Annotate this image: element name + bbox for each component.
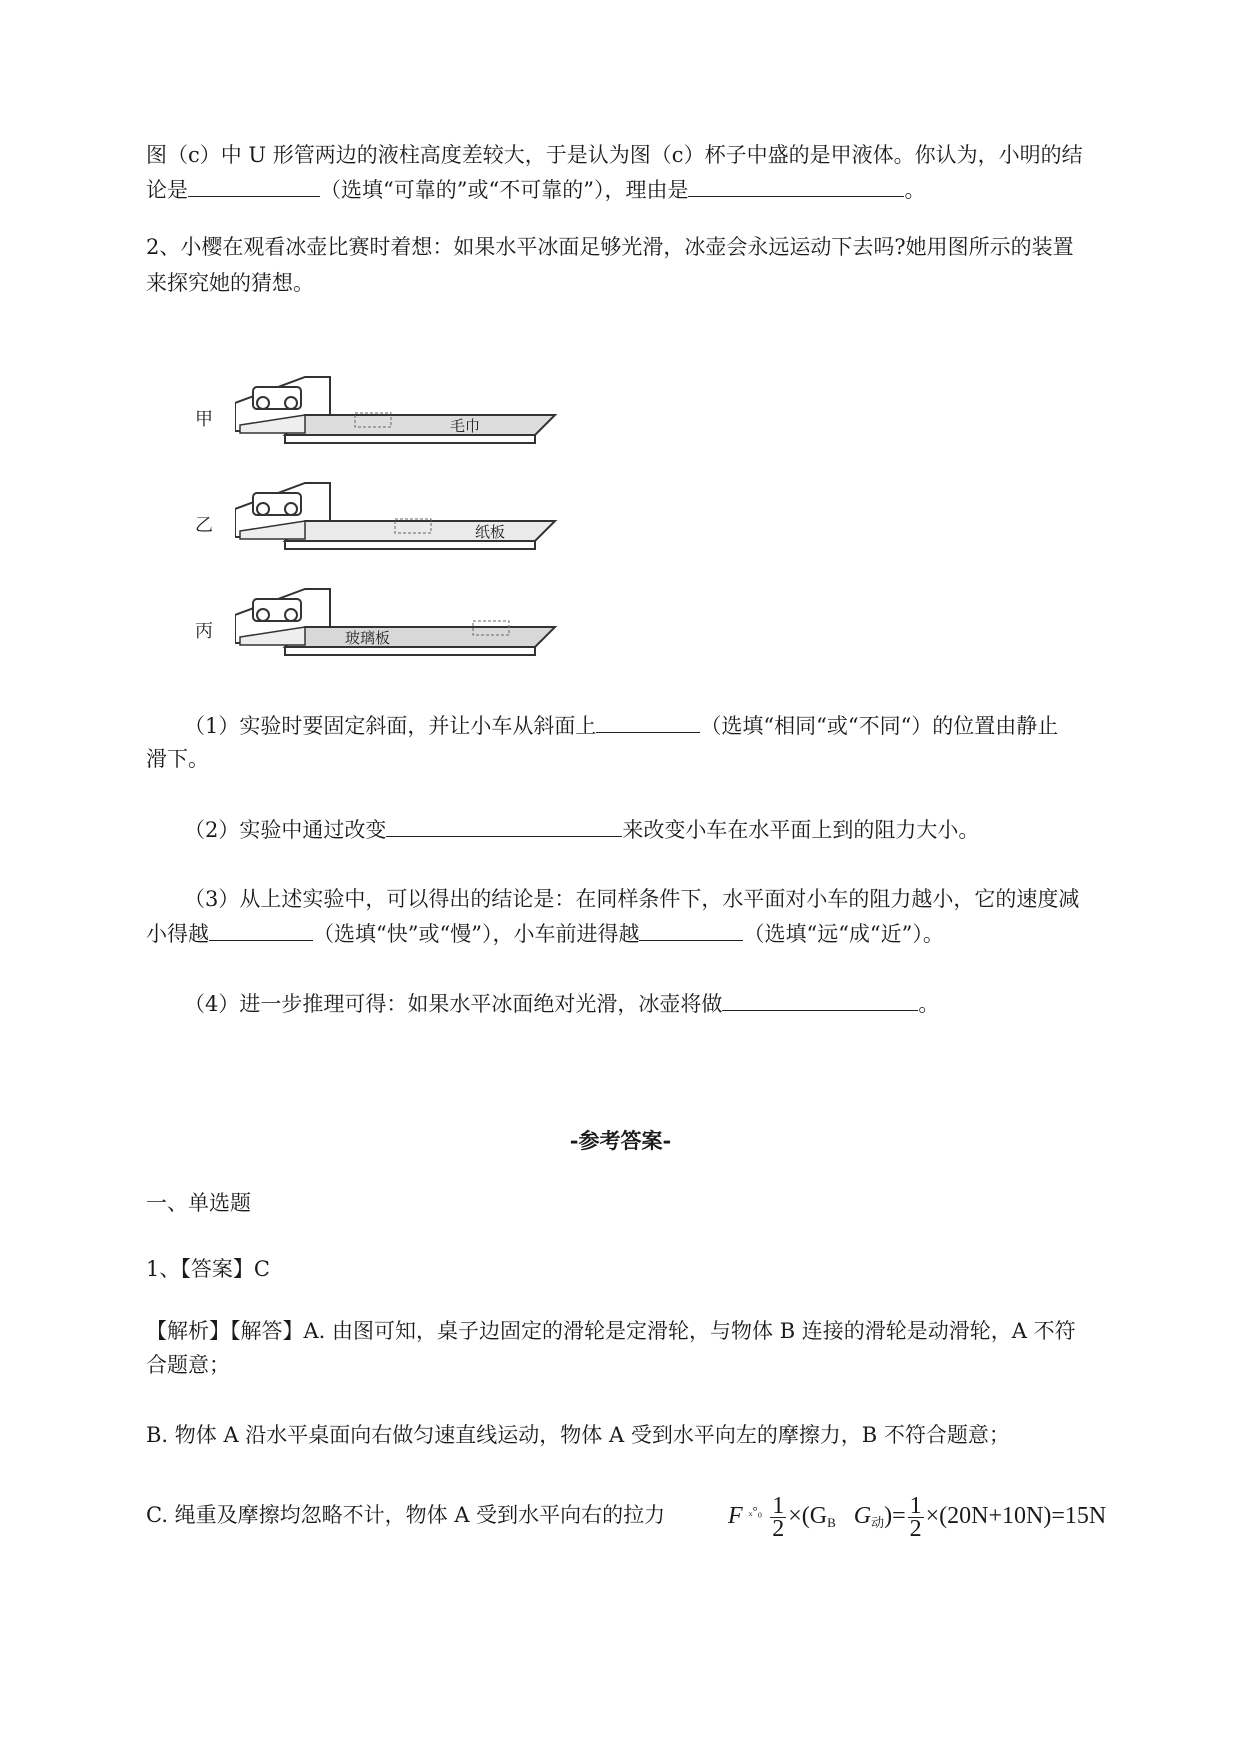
text-fragment: （选填“远“成“近”）。 <box>743 922 944 946</box>
question-text-line <box>146 174 925 205</box>
sub-question-3-cont <box>146 918 944 949</box>
sub-question-4 <box>184 988 939 1019</box>
figure-row-bing <box>195 587 575 693</box>
answer-blank[interactable] <box>188 174 320 197</box>
formula-symbol: (G <box>801 1503 828 1530</box>
answer-blank[interactable] <box>386 814 622 837</box>
sub-question-3: （3）从上述实验中，可以得出的结论是：在同样条件下，水平面对小车的阻力越小，它的速度减 <box>184 887 1080 911</box>
text-fragment: （选填“可靠的”或“不可靠的”），理由是 <box>320 178 689 202</box>
analysis-text: 【解析】【解答】A. 由图可知，桌子边固定的滑轮是定滑轮，与物体 B 连接的滑轮是动滑轮，A 不符 <box>146 1319 1076 1343</box>
formula-symbol: × <box>788 1503 802 1530</box>
experiment-figure <box>195 375 575 693</box>
option-b-text: B. 物体 A 沿水平桌面向右做匀速直线运动，物体 A 受到水平向左的摩擦力，B 不符合题意； <box>146 1423 1010 1447</box>
answers-title: -参考答案- <box>569 1128 672 1153</box>
formula-symbol: )= <box>884 1503 906 1530</box>
surface-label: 玻璃板 <box>345 629 391 647</box>
answer-blank[interactable] <box>639 918 743 941</box>
figure-row-yi <box>195 481 575 587</box>
answer-blank[interactable] <box>596 710 700 733</box>
fraction-half: $\frac{1}{2}$ <box>909 1493 922 1542</box>
formula-symbol: ×(20N+10N)=15N <box>925 1503 1107 1530</box>
text-fragment: （选填“相同“或“不同“）的位置由静止 <box>700 714 1059 738</box>
text-fragment: 来改变小车在水平面上到的阻力大小。 <box>622 818 980 842</box>
text-fragment: 。 <box>904 178 926 202</box>
text-fragment: （4）进一步推理可得：如果水平冰面绝对光滑，冰壶将做 <box>184 992 723 1016</box>
sub-question-2 <box>184 814 979 845</box>
surface-label: 毛巾 <box>450 417 481 435</box>
sub-question-1 <box>184 710 1058 741</box>
ramp-glass-diagram <box>235 587 575 677</box>
text-fragment: （选填“快”或“慢”），小车前进得越 <box>313 922 640 946</box>
figure-label: 甲 <box>195 409 213 430</box>
tension-formula <box>728 1495 1106 1540</box>
ramp-cardboard-diagram <box>235 481 575 571</box>
figure-label: 乙 <box>195 515 213 536</box>
figure-row-jia <box>195 375 575 481</box>
formula-subscript: B <box>827 1515 836 1531</box>
sub-question-1-cont: 滑下。 <box>146 747 209 771</box>
question-text-line: 图（c）中 U 形管两边的液柱高度差较大，于是认为图（c）杯子中盛的是甲液体。你认为，小明的结 <box>146 143 1083 167</box>
formula-symbol: G <box>853 1503 872 1530</box>
text-fragment: 论是 <box>146 178 188 202</box>
formula-mark: ₓ°₀ <box>748 1503 763 1519</box>
question-2-text: 2、小樱在观看冰壶比赛时着想：如果水平冰面足够光滑，冰壶会永远运动下去吗?她用图所示的装置 <box>146 235 1074 259</box>
answer-1: 1、【答案】C <box>146 1257 270 1281</box>
ramp-towel-diagram <box>235 375 575 465</box>
text-fragment: （1）实验时要固定斜面，并让小车从斜面上 <box>184 714 597 738</box>
answer-blank[interactable] <box>722 988 918 1011</box>
answer-blank[interactable] <box>688 174 904 197</box>
formula-subscript: 动 <box>871 1515 885 1531</box>
figure-label: 丙 <box>195 621 213 642</box>
fraction-half: $\frac{1}{2}$ <box>772 1493 785 1542</box>
surface-label: 纸板 <box>475 523 506 541</box>
text-fragment: （2）实验中通过改变 <box>184 818 387 842</box>
option-c-text: C. 绳重及摩擦均忽略不计，物体 A 受到水平向右的拉力 <box>146 1503 666 1527</box>
answer-blank[interactable] <box>209 918 313 941</box>
section-heading: 一、单选题 <box>146 1191 251 1215</box>
formula-symbol: F <box>728 1503 743 1530</box>
analysis-text: 合题意； <box>146 1353 230 1377</box>
text-fragment: 小得越 <box>146 922 209 946</box>
question-2-text: 来探究她的猜想。 <box>146 271 314 295</box>
text-fragment: 。 <box>918 992 940 1016</box>
